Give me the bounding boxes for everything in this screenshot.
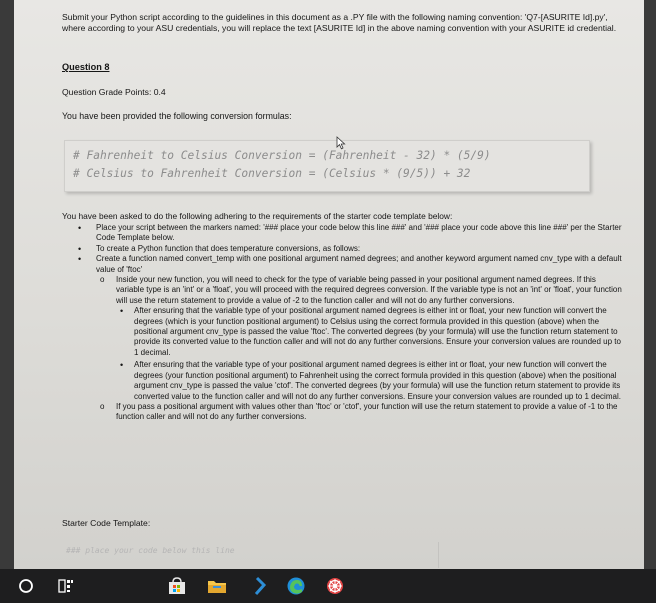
grade-points: Question Grade Points: 0.4 [62, 87, 166, 97]
windows-taskbar [0, 569, 656, 603]
list-item-text: After ensuring that the variable type of your positional argument named degrees is either int or float, your new function will convert the degrees (your function positional argument) to Fahrenheit using the correct formula provided in this question (above) when the positional argument cnv_type is passed the value 'ctof'. The converted degrees (by your formula) will use the function return statement to provide its converted value to the function caller and will not do any further conversions. Ensure your conversion values are rounded up to 1 decimal. [134, 360, 621, 401]
bullet-icon: • [78, 223, 82, 233]
formula-line-ctof: # Celsius to Fahrenheit Conversion = (Celsius * (9/5)) + 32 [73, 167, 471, 180]
list-item [62, 223, 622, 244]
question-heading: Question 8 [62, 62, 110, 72]
starter-code-line: ### place your code below this line [66, 546, 235, 555]
list-item-text: To create a Python function that does temperature conversions, as follows: [96, 243, 361, 253]
circle-bullet-icon: o [100, 275, 105, 285]
edge-icon[interactable] [276, 569, 316, 603]
list-item [62, 275, 622, 306]
task-intro: You have been asked to do the following adhering to the requirements of the starter code template below: [62, 211, 453, 221]
list-item-text: Inside your new function, you will need to check for the type of variable being passed in your positional argument named degrees. If this variable type is an 'int' or a 'float', you will proceed with the required degrees conversion. If the variable type is not an 'int' or 'float', your function will use the return statement to provide a value of -2 to the function caller and will not do any further conversions. [116, 275, 622, 305]
bullet-icon: • [120, 360, 124, 371]
formulas-intro: You have been provided the following conversion formulas: [62, 111, 292, 121]
document-page [14, 0, 644, 569]
formula-code-box [64, 140, 590, 192]
file-explorer-icon[interactable] [197, 569, 237, 603]
list-item [62, 306, 622, 358]
powershell-icon[interactable] [240, 569, 280, 603]
list-item [62, 360, 622, 402]
submission-instructions: Submit your Python script according to the guidelines in this document as a .PY file with the following naming convention: 'Q7-[ASURITE Id].py', where according to your ASU credentials, you will replace the text [ASURITE Id] in the above naming convention with your ASURITE id credential. [62, 12, 617, 34]
store-icon[interactable] [157, 569, 197, 603]
search-circle-icon[interactable] [6, 569, 46, 603]
list-item-text: Place your script between the markers named: '### place your code below this line ###' and '### place your code above this line ###' per the Starter Code Template below. [96, 223, 622, 243]
list-item-text: After ensuring that the variable type of your positional argument named degrees is either int or float, your new function will convert the degrees (which is your function positional argument) to Celsius using the correct formula provided in this question (above) when the positional argument cnv_type is passed the value 'ftoc'. The converted degrees (by your formula) will use the function return statement to provide its converted value to the function caller and will not do any further conversions. Ensure your conversion values are rounded up to 1 decimal. [134, 306, 621, 357]
text-cursor-line [438, 542, 439, 568]
settings-icon[interactable] [315, 569, 355, 603]
starter-code-label: Starter Code Template: [62, 518, 151, 528]
task-view-icon[interactable] [46, 569, 86, 603]
requirements-list [62, 223, 622, 423]
list-item-text: Create a function named convert_temp with one positional argument named degrees; and another keyword argument named cnv_type with a default value of 'ftoc' [96, 254, 622, 274]
mouse-cursor-icon [336, 136, 346, 150]
formula-line-ftoc: # Fahrenheit to Celsius Conversion = (Fahrenheit - 32) * (5/9) [73, 149, 491, 162]
circle-bullet-icon: o [100, 401, 105, 411]
list-item [62, 254, 622, 275]
list-item [62, 402, 622, 423]
list-item [62, 244, 622, 254]
bullet-icon: • [78, 254, 82, 265]
bullet-icon: • [78, 243, 82, 254]
bullet-icon: • [120, 306, 124, 317]
list-item-text: If you pass a positional argument with values other than 'ftoc' or 'ctof', your function will use the return statement to provide a value of -1 to the function caller and will not do any further conversions. [116, 401, 618, 422]
